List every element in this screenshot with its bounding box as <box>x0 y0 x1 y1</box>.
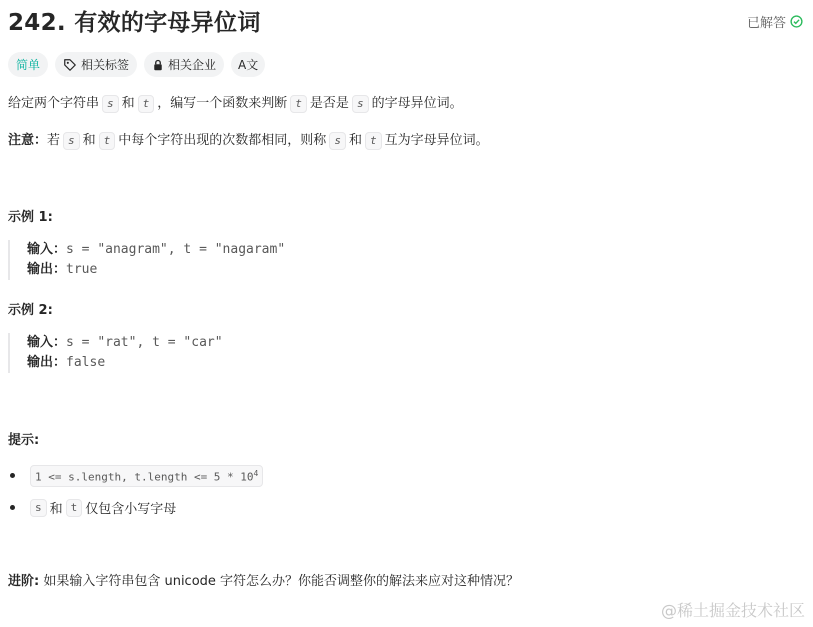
constraints-heading: 提示: <box>8 433 40 448</box>
constraint-item: s 和 t 仅包含小写字母 <box>8 498 176 517</box>
example-1-output: true <box>66 262 98 277</box>
topics-tag-button[interactable] <box>55 52 137 77</box>
example-1-block: 输入：s = "anagram", t = "nagaram" 输出：true <box>8 240 285 280</box>
constraint-item <box>8 465 266 487</box>
followup-paragraph: 进阶: 如果输入字符串包含 unicode 字符怎么办？你能否调整你的解法来应对这种情况？ <box>8 574 520 589</box>
companies-label: 相关企业 <box>168 58 217 72</box>
example-2-output: false <box>66 355 106 370</box>
inline-code-t: t <box>365 132 382 150</box>
watermark: @稀土掘金技术社区 <box>660 601 805 620</box>
inline-code-t: t <box>290 95 307 113</box>
inline-code-s: s <box>30 499 47 517</box>
inline-code-s: s <box>63 132 80 150</box>
note-paragraph: 注意：若 s 和 t 中每个字符出现的次数都相同，则称 s 和 t 互为字母异位词。 <box>8 133 489 148</box>
check-circle-icon <box>790 15 803 28</box>
inline-code-s: s <box>102 95 119 113</box>
difficulty-label: 简单 <box>16 58 41 72</box>
lock-icon <box>152 59 164 71</box>
solved-label: 已解答 <box>746 16 786 31</box>
example-2-input: s = "rat", t = "car" <box>66 335 223 350</box>
inline-code-s: s <box>329 132 346 150</box>
example-1-input: s = "anagram", t = "nagaram" <box>66 242 286 257</box>
translate-button[interactable] <box>231 52 265 77</box>
inline-code-t: t <box>138 95 155 113</box>
bullet-dot <box>10 473 15 478</box>
description-paragraph: 给定两个字符串 s 和 t ，编写一个函数来判断 t 是否是 s 的字母异位词。 <box>8 96 463 111</box>
example-2-block: 输入：s = "rat", t = "car" 输出：false <box>8 333 223 373</box>
inline-code-s: s <box>352 95 369 113</box>
solved-status <box>747 12 803 31</box>
topics-label: 相关标签 <box>81 58 130 72</box>
example-1-heading: 示例 1: <box>8 210 53 225</box>
tag-icon <box>63 58 77 72</box>
tag-bar <box>8 52 265 77</box>
companies-tag-button[interactable] <box>144 52 224 77</box>
constraint-length: 1 <= s.length, t.length <= $5 * 10^4$ <box>30 465 263 487</box>
inline-code-t: t <box>66 499 83 517</box>
problem-title: 242. 有效的字母异位词 <box>8 10 261 36</box>
difficulty-tag[interactable] <box>8 52 48 77</box>
bullet-dot <box>10 505 15 510</box>
translate-icon: A文 <box>238 58 259 72</box>
example-2-heading: 示例 2: <box>8 303 53 318</box>
inline-code-t: t <box>99 132 116 150</box>
